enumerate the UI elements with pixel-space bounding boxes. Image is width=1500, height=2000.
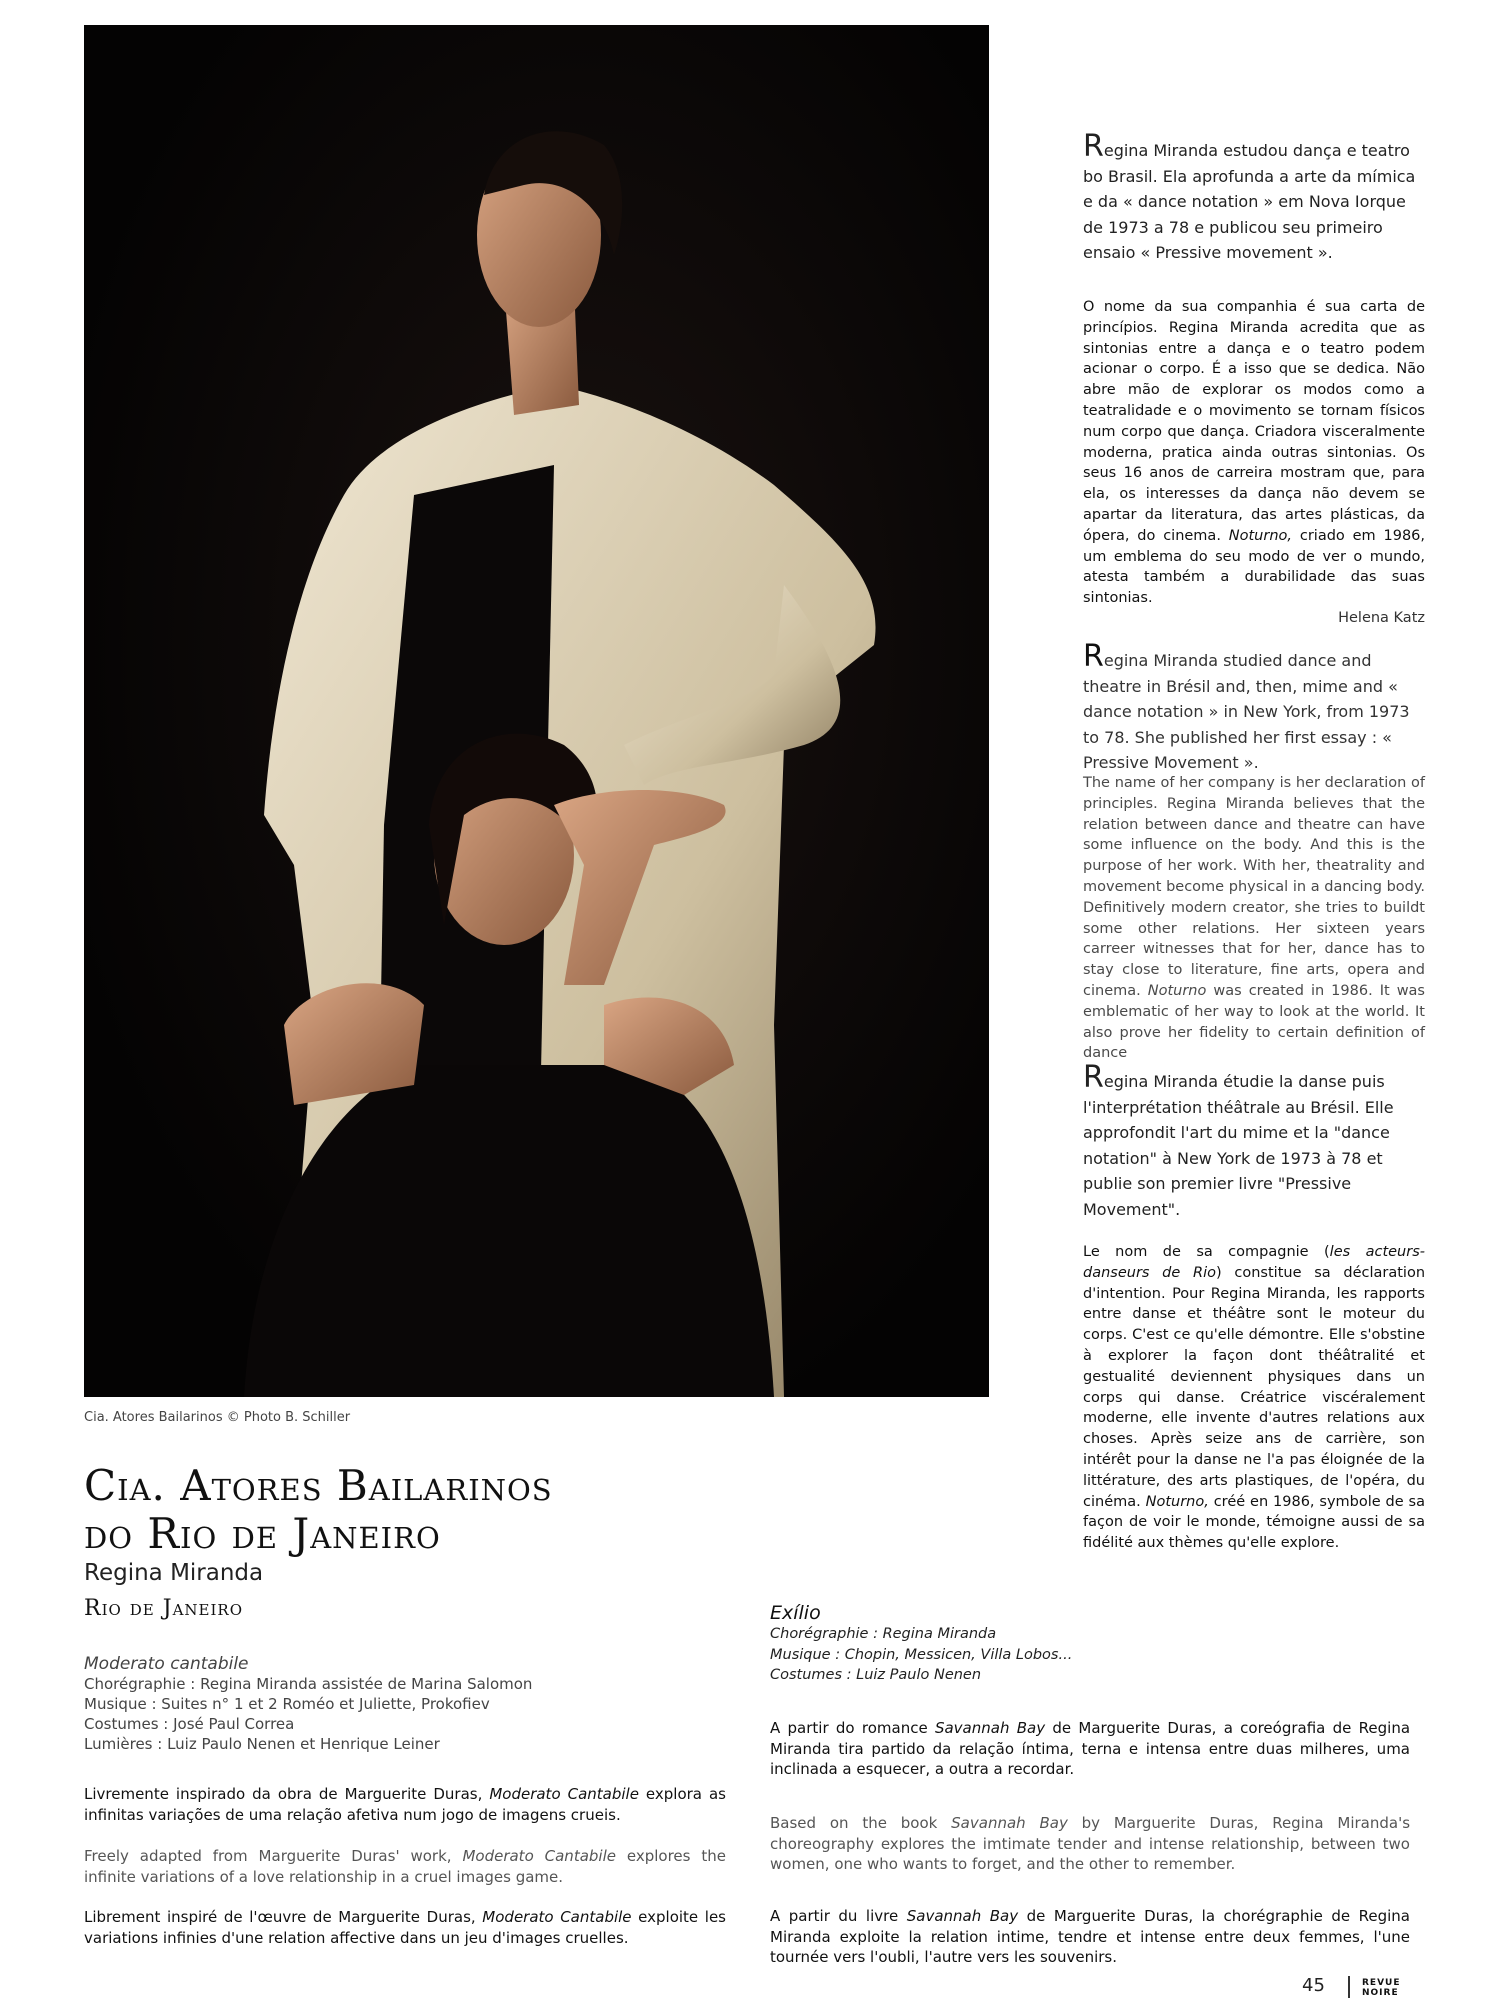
logo-line: NOIRE — [1362, 1988, 1399, 1998]
fr-lead-text: egina Miranda étudie la danse puis l'interprétation théâtrale au Brésil. Elle approfondit l'art du mime et la "dance notation" à New York de 1973 à 78 et publie son premier livre "Pressive Movement". — [1083, 1072, 1394, 1219]
text: A partir do romance — [770, 1719, 935, 1737]
work-right-en — [770, 1813, 1410, 1875]
company-title-line-2: do Rio de Janeiro — [84, 1509, 441, 1558]
work-credits-left — [84, 1654, 734, 1754]
italic-text: Moderato Cantabile — [489, 1785, 639, 1803]
fr-body-italic-2: Noturno, — [1145, 1493, 1209, 1510]
work-left-pt — [84, 1784, 726, 1825]
fr-body-italic-1: les acteurs-danseurs de Rio — [1083, 1244, 1425, 1281]
work-left-fr — [84, 1907, 726, 1948]
pt-body-text-1: O nome da sua companhia é sua carta de princípios. Regina Miranda acredita que as sintonias entre a dança e o teatro podem acionar o corpo. É a isso que se dedica. Não abre mão de explorar os modos como a teatralidade e o movimento se tornam físicos num corpo que dança. Criadora visceralmente moderna, pratica ainda outras sintonias. Os seus 16 anos de carreira mostram que, para ela, os interesses da dança não devem se apartar da literatura, das artes plásticas, da ópera, do cinema. — [1083, 299, 1425, 544]
credit-line: Costumes : José Paul Correa — [84, 1715, 295, 1733]
city-name: Rio de Janeiro — [84, 1596, 243, 1621]
dropcap: R — [1083, 639, 1104, 674]
choreographer-name: Regina Miranda — [84, 1560, 264, 1586]
pt-body-italic: Noturno, — [1228, 527, 1293, 544]
page-number: 45 — [1302, 1975, 1325, 1996]
fr-body-paragraph — [1083, 1242, 1425, 1554]
work-credits-right — [770, 1602, 1410, 1686]
en-body-text-1: The name of her company is her declaration of principles. Regina Miranda believes that the relation between dance and theatre can have some influence on the body. And this is the purpose of her work. With her, theatrality and movement become physical in a dancing body. Definitively modern creator, she tries to buildt some other relations. Her sixteen years carreer witnesses that for her, dance has to stay close to literature, fine arts, opera and cinema. — [1083, 775, 1425, 999]
fr-body-text-3: créé en 1986, symbole de sa façon de voir le monde, témoigne aussi de sa fidélité aux thèmes qu'elle explore. — [1083, 1493, 1425, 1552]
text: by Marguerite Duras, Regina Miranda's choreography explores the imtimate tender and intense relationship, between two women, one who wants to forget, and the other to remember. — [770, 1814, 1411, 1873]
text: Based on the book — [770, 1814, 952, 1832]
credit-line: Musique : Chopin, Messicen, Villa Lobos... — [770, 1646, 1073, 1663]
revue-noire-logo — [1362, 1978, 1401, 1998]
en-lead-paragraph — [1083, 639, 1425, 776]
logo-line: REVUE — [1362, 1978, 1401, 1988]
pt-body-text-2: criado em 1986, um emblema do seu modo de ver o mundo, atesta também a durabilidade das suas sintonias. — [1083, 527, 1426, 607]
photo-caption: Cia. Atores Bailarinos © Photo B. Schiller — [84, 1410, 351, 1425]
en-body-italic: Noturno — [1147, 982, 1207, 999]
company-title-line-1: Cia. Atores Bailarinos — [84, 1461, 553, 1510]
italic-text: Moderato Cantabile — [462, 1847, 616, 1865]
text: Freely adapted from Marguerite Duras' work, — [84, 1847, 463, 1865]
en-body-paragraph — [1083, 773, 1425, 1064]
text: explores the infinite variations of a love relationship in a cruel images game. — [84, 1847, 727, 1886]
text: Livremente inspirado da obra de Marguerite Duras, — [84, 1785, 490, 1803]
pt-lead-paragraph — [1083, 129, 1425, 266]
dropcap: R — [1083, 129, 1104, 164]
article-author: Helena Katz — [1338, 610, 1425, 626]
text: de Marguerite Duras, a coreógrafia de Regina Miranda tira partido da relação íntima, terna e intensa entre duas milheres, uma inclinada a esquecer, a outra a recordar. — [770, 1719, 1411, 1778]
text: Librement inspiré de l'œuvre de Marguerite Duras, — [84, 1908, 483, 1926]
pt-body-paragraph — [1083, 297, 1425, 609]
text: de Marguerite Duras, la chorégraphie de Regina Miranda exploite la relation intime, tendre et intense entre deux femmes, l'une tournée vers l'oubli, l'autre vers les souvenirs. — [770, 1907, 1410, 1966]
fr-body-text-2: ) constitue sa déclaration d'intention. Pour Regina Miranda, les rapports entre danse et théâtre sont le moteur du corps. C'est ce qu'elle démontre. Elle s'obstine à explorer la façon dont théâtralité et gestualité deviennent physiques dans un corps qui danse. Créatrice viscéralement moderne, elle invente d'autres relations aux choses. Après seize ans de carrière, son intérêt pour la danse ne l'a pas éloignée de la littérature, des arts plastiques, de l'opéra, du cinéma. — [1083, 1264, 1426, 1510]
italic-text: Savannah Bay — [934, 1719, 1046, 1737]
work-right-pt — [770, 1718, 1410, 1780]
work-title: Exílio — [770, 1602, 821, 1624]
work-title: Moderato cantabile — [84, 1654, 249, 1674]
credit-line: Costumes : Luiz Paulo Nenen — [770, 1667, 982, 1683]
credit-line: Chorégraphie : Regina Miranda assistée de Marina Salomon — [84, 1675, 533, 1693]
work-right-fr — [770, 1906, 1410, 1968]
credit-line: Chorégraphie : Regina Miranda — [770, 1626, 997, 1642]
photo-illustration — [84, 25, 989, 1397]
en-body-text-2: was created in 1986. It was emblematic of her way to look at the world. It also prove her fidelity to certain definition of dance — [1083, 982, 1425, 1062]
credit-line: Musique : Suites n° 1 et 2 Roméo et Juliette, Prokofiev — [84, 1695, 490, 1713]
italic-text: Savannah Bay — [906, 1907, 1019, 1925]
company-title — [84, 1462, 553, 1558]
fr-body-text-1: Le nom de sa compagnie ( — [1083, 1244, 1330, 1260]
text: A partir du livre — [770, 1907, 907, 1925]
footer-divider — [1348, 1976, 1350, 1998]
italic-text: Moderato Cantabile — [482, 1908, 632, 1926]
dropcap: R — [1083, 1060, 1104, 1095]
italic-text: Savannah Bay — [951, 1814, 1068, 1832]
credit-line: Lumières : Luiz Paulo Nenen et Henrique Leiner — [84, 1735, 440, 1753]
text: exploite les variations infinies d'une relation affective dans un jeu d'images cruelles. — [84, 1908, 726, 1947]
pt-lead-text: egina Miranda estudou dança e teatro bo Brasil. Ela aprofunda a arte da mímica e da « dance notation » em Nova Iorque de 1973 a 78 e publicou seu primeiro ensaio « Pressive movement ». — [1083, 141, 1416, 262]
fr-lead-paragraph — [1083, 1060, 1425, 1222]
dance-photo — [84, 25, 989, 1397]
en-lead-text: egina Miranda studied dance and theatre in Brésil and, then, mime and « dance notation » in New York, from 1973 to 78. She published her first essay : « Pressive Movement ». — [1083, 651, 1410, 772]
work-left-en — [84, 1846, 726, 1887]
text: explora as infinitas variações de uma relação afetiva num jogo de imagens crueis. — [84, 1785, 726, 1824]
